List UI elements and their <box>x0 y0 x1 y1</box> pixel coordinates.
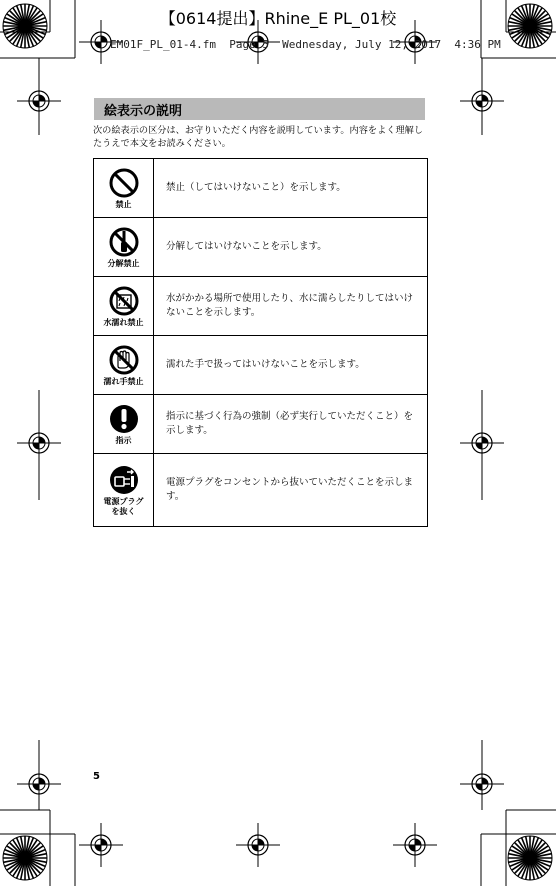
page-number: 5 <box>93 771 100 782</box>
legend-icon-cell <box>94 277 154 336</box>
legend-icon-cell <box>94 218 154 277</box>
legend-description: 電源プラグをコンセントから抜いていただくことを示します。 <box>154 454 428 527</box>
legend-description: 濡れた手で扱ってはいけないことを示します。 <box>154 336 428 395</box>
legend-icon-label: 指示 <box>115 435 132 445</box>
legend-description: 禁止（してはいけないこと）を示します。 <box>154 159 428 218</box>
legend-icon-label: 濡れ手禁止 <box>103 376 144 386</box>
section-intro-text: 次の絵表示の区分は、お守りいただく内容を説明しています。内容をよく理解したうえで本文をお読みください。 <box>93 125 424 149</box>
legend-row <box>94 159 428 218</box>
legend-icon-cell <box>94 395 154 454</box>
legend-row <box>94 277 428 336</box>
no-wet-hands-icon <box>108 344 140 376</box>
legend-description: 水がかかる場所で使用したり、水に濡らしたりしてはいけないことを示します。 <box>154 277 428 336</box>
prohibition-icon <box>108 167 140 199</box>
legend-description: 分解してはいけないことを示します。 <box>154 218 428 277</box>
legend-icon-label: 水濡れ禁止 <box>103 317 144 327</box>
unplug-icon <box>108 464 140 496</box>
print-file-info: EM01F_PL_01-4.fm Page 5 Wednesday, July 12, 2017 4:36 PM <box>110 38 501 51</box>
print-job-title: 【0614提出】Rhine_E PL_01校 <box>159 9 397 28</box>
no-water-icon <box>108 285 140 317</box>
legend-description: 指示に基づく行為の強制（必ず実行していただくこと）を示します。 <box>154 395 428 454</box>
no-disassembly-icon <box>108 226 140 258</box>
legend-icon-label: 分解禁止 <box>107 258 140 268</box>
legend-icon-label: 電源プラグ <box>103 496 144 506</box>
legend-icon-cell <box>94 159 154 218</box>
symbol-legend-table <box>93 158 428 527</box>
legend-icon-label-line2: を抜く <box>111 506 136 516</box>
legend-row <box>94 454 428 527</box>
section-header-bar <box>94 98 425 120</box>
legend-row <box>94 218 428 277</box>
legend-icon-cell <box>94 454 154 527</box>
legend-row <box>94 336 428 395</box>
legend-row <box>94 395 428 454</box>
legend-icon-label: 禁止 <box>115 199 132 209</box>
section-title: 絵表示の説明 <box>104 104 183 119</box>
legend-icon-cell <box>94 336 154 395</box>
instruction-icon <box>108 403 140 435</box>
